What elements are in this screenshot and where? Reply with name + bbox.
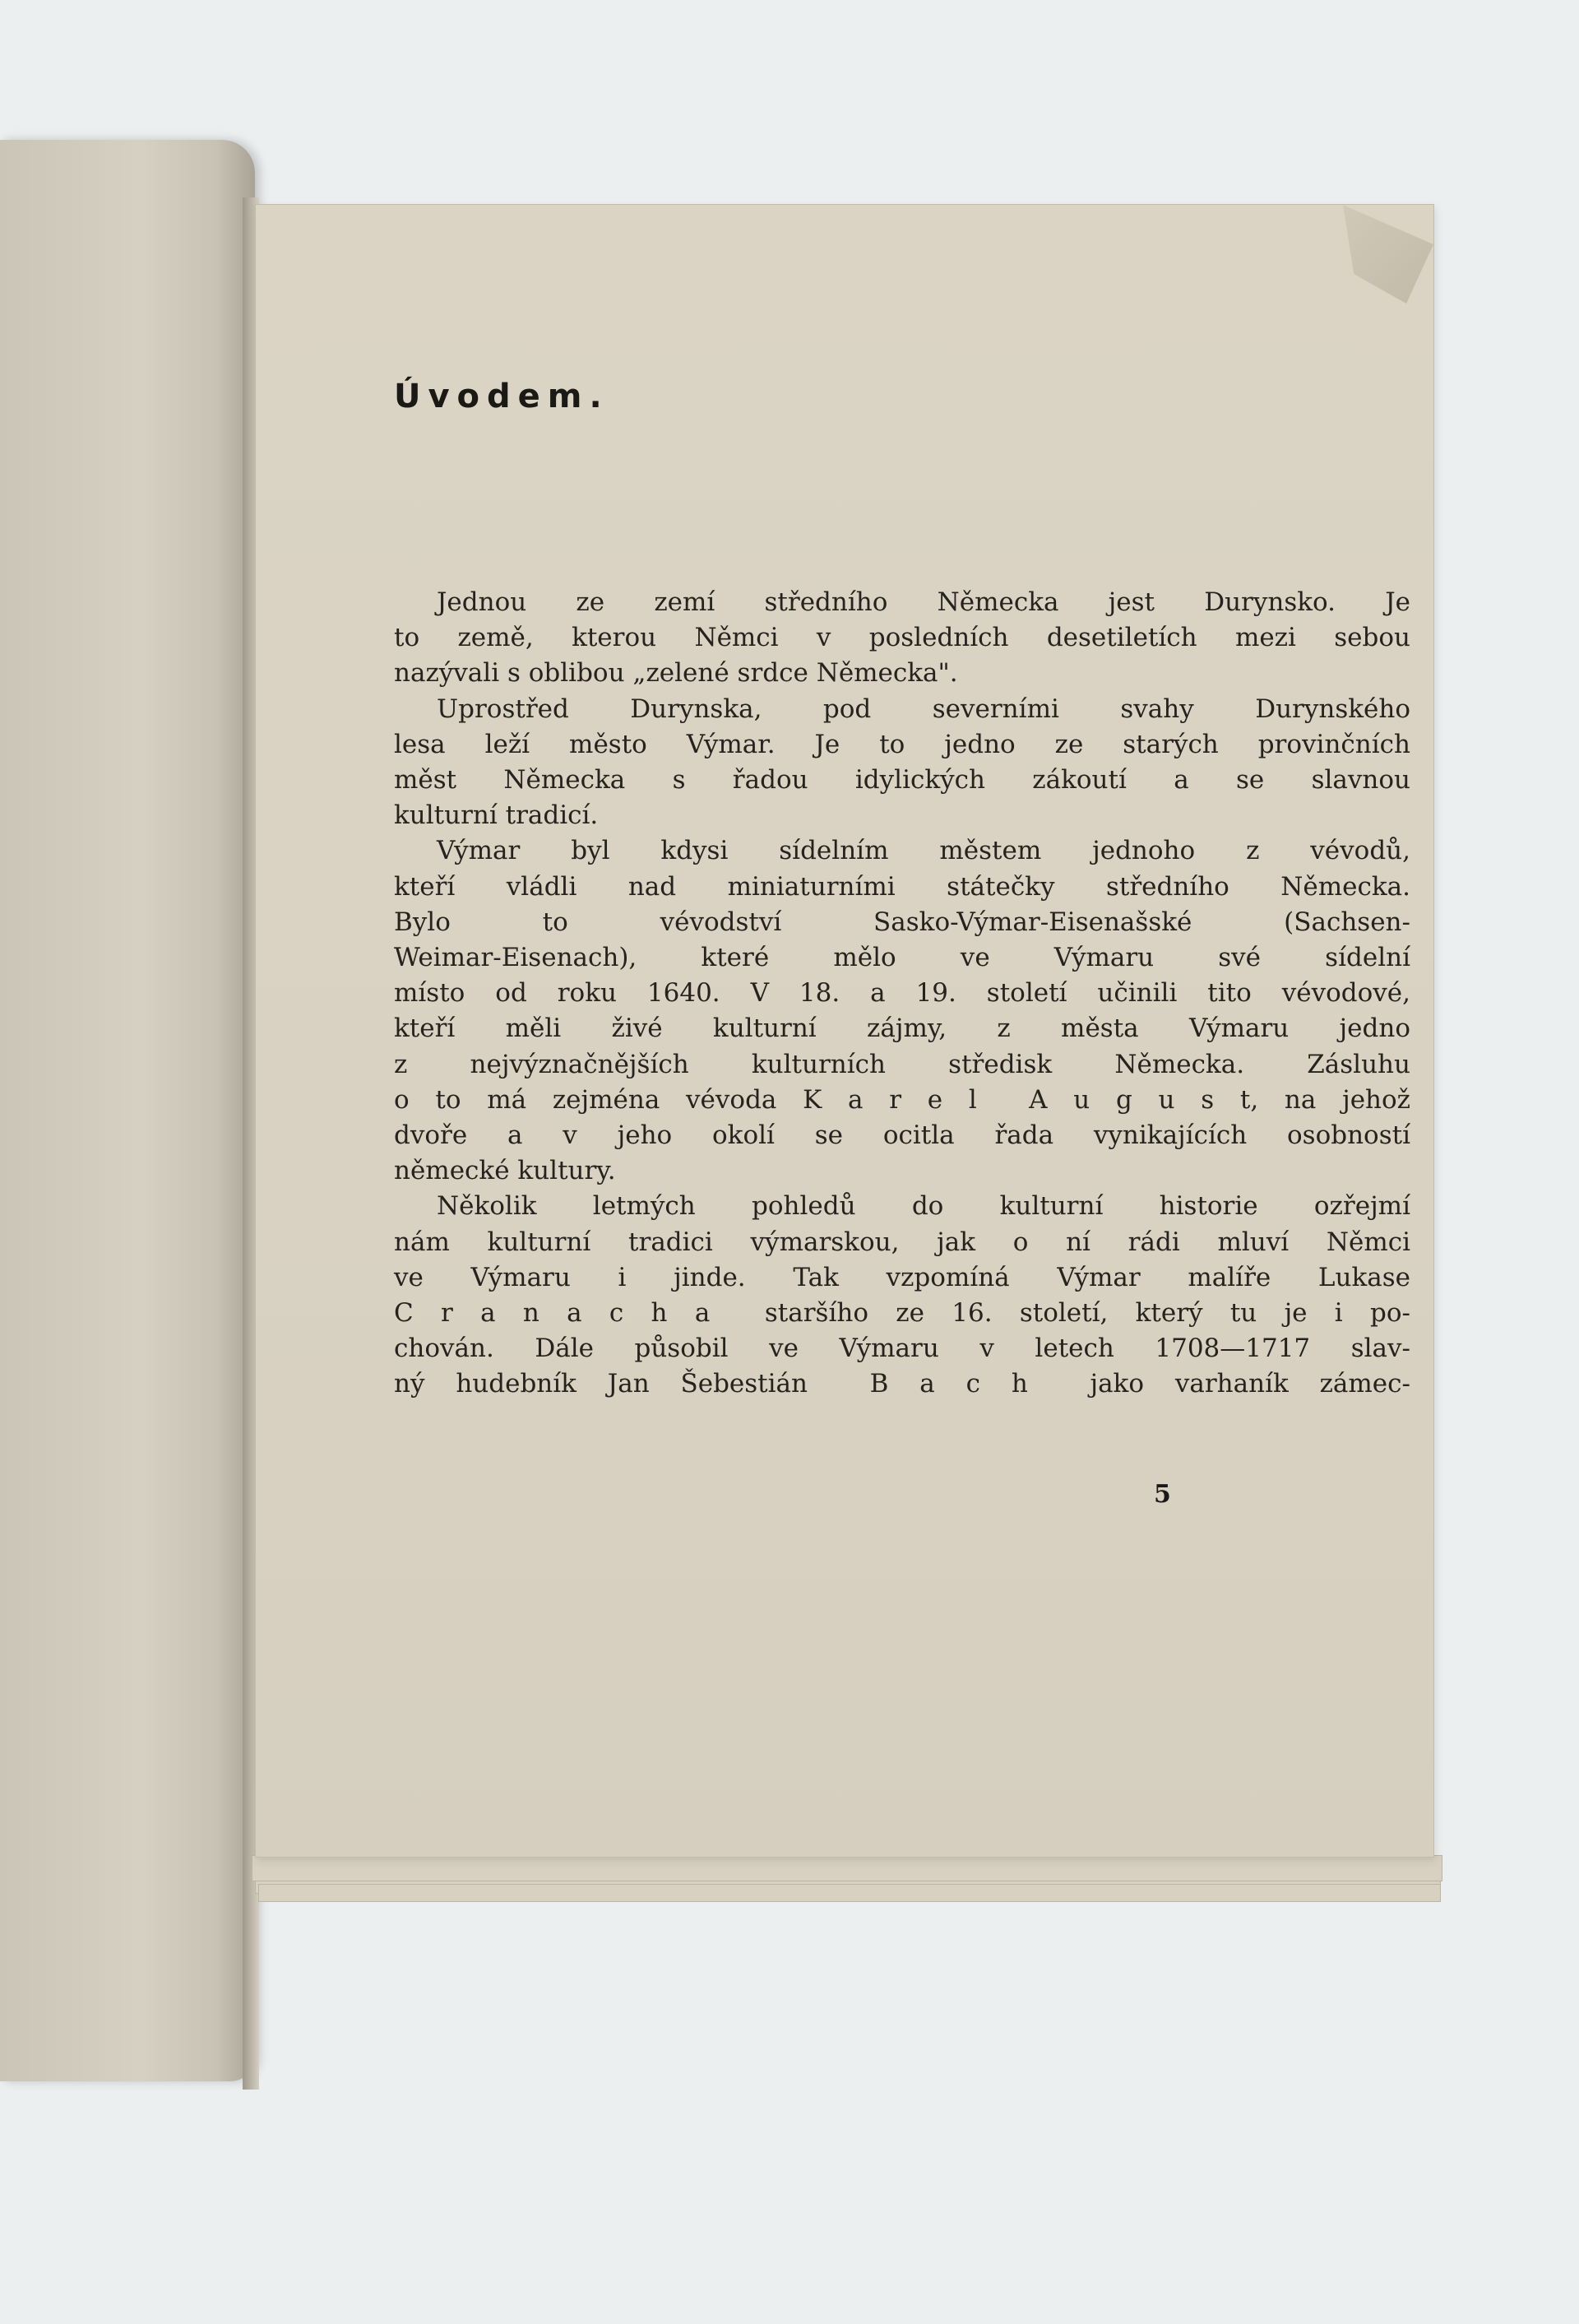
- text-line: místo od roku 1640. V 18. a 19. století učinili tito vévodové,: [394, 978, 1410, 1009]
- paragraph-1: [394, 585, 1410, 692]
- text-line: Bylo to vévodství Sasko-Výmar-Eisenašské (Sachsen-: [394, 907, 1410, 937]
- text-line: Uprostřed Durynska, pod severními svahy Durynského: [437, 693, 1410, 724]
- text-line: to země, kterou Němci v posledních desetiletích mezi sebou: [394, 623, 1410, 653]
- text-line: dvoře a v jeho okolí se ocitla řada vynikajících osobností: [394, 1120, 1410, 1151]
- text-line: kteří vládli nad miniaturními státečky středního Německa.: [394, 871, 1410, 902]
- page-title: Úvodem.: [394, 378, 609, 415]
- text-line: ný hudebník Jan Šebestián B a c h jako varhaník zámec-: [394, 1369, 1410, 1399]
- text-line: Weimar-Eisenach), které mělo ve Výmaru své sídelní: [394, 943, 1410, 973]
- text-line: ve Výmaru i jinde. Tak vzpomíná Výmar malíře Lukase: [394, 1262, 1410, 1292]
- text-line: kteří měli živé kulturní zájmy, z města Výmaru jedno: [394, 1014, 1410, 1044]
- text-line: kulturní tradicí.: [394, 800, 599, 831]
- folded-corner: [1343, 205, 1433, 304]
- right-page: [255, 204, 1434, 1858]
- paragraph-4: [394, 1189, 1410, 1402]
- text-line: o to má zejména vévoda K a r e l A u g u s t, na jehož: [394, 1084, 1410, 1115]
- body-text: [394, 585, 1410, 1403]
- text-line: německé kultury.: [394, 1156, 616, 1186]
- left-page: [0, 140, 255, 2081]
- text-line: z nejvýznačnějších kulturních středisk Německa. Zásluhu: [394, 1049, 1410, 1079]
- text-line: Jednou ze zemí středního Německa jest Durynsko. Je: [437, 587, 1410, 617]
- text-line: nazývali s oblibou „zelené srdce Německa".: [394, 658, 958, 689]
- text-line: lesa leží město Výmar. Je to jedno ze starých provinčních: [394, 729, 1410, 759]
- text-line: chován. Dále působil ve Výmaru v letech 1708—1717 slav-: [394, 1334, 1410, 1364]
- text-line: Výmar byl kdysi sídelním městem jednoho z vévodů,: [437, 836, 1410, 866]
- paragraph-3: [394, 833, 1410, 1189]
- text-line: nám kulturní tradici výmarskou, jak o ní rádi mluví Němci: [394, 1227, 1410, 1257]
- page-number: 5: [1154, 1480, 1171, 1509]
- text-line: měst Německa s řadou idylických zákoutí a se slavnou: [394, 765, 1410, 796]
- text-line: C r a n a c h a staršího ze 16. století, který tu je i po-: [394, 1298, 1410, 1329]
- paragraph-2: [394, 692, 1410, 834]
- text-line: Několik letmých pohledů do kulturní historie ozřejmí: [437, 1191, 1410, 1222]
